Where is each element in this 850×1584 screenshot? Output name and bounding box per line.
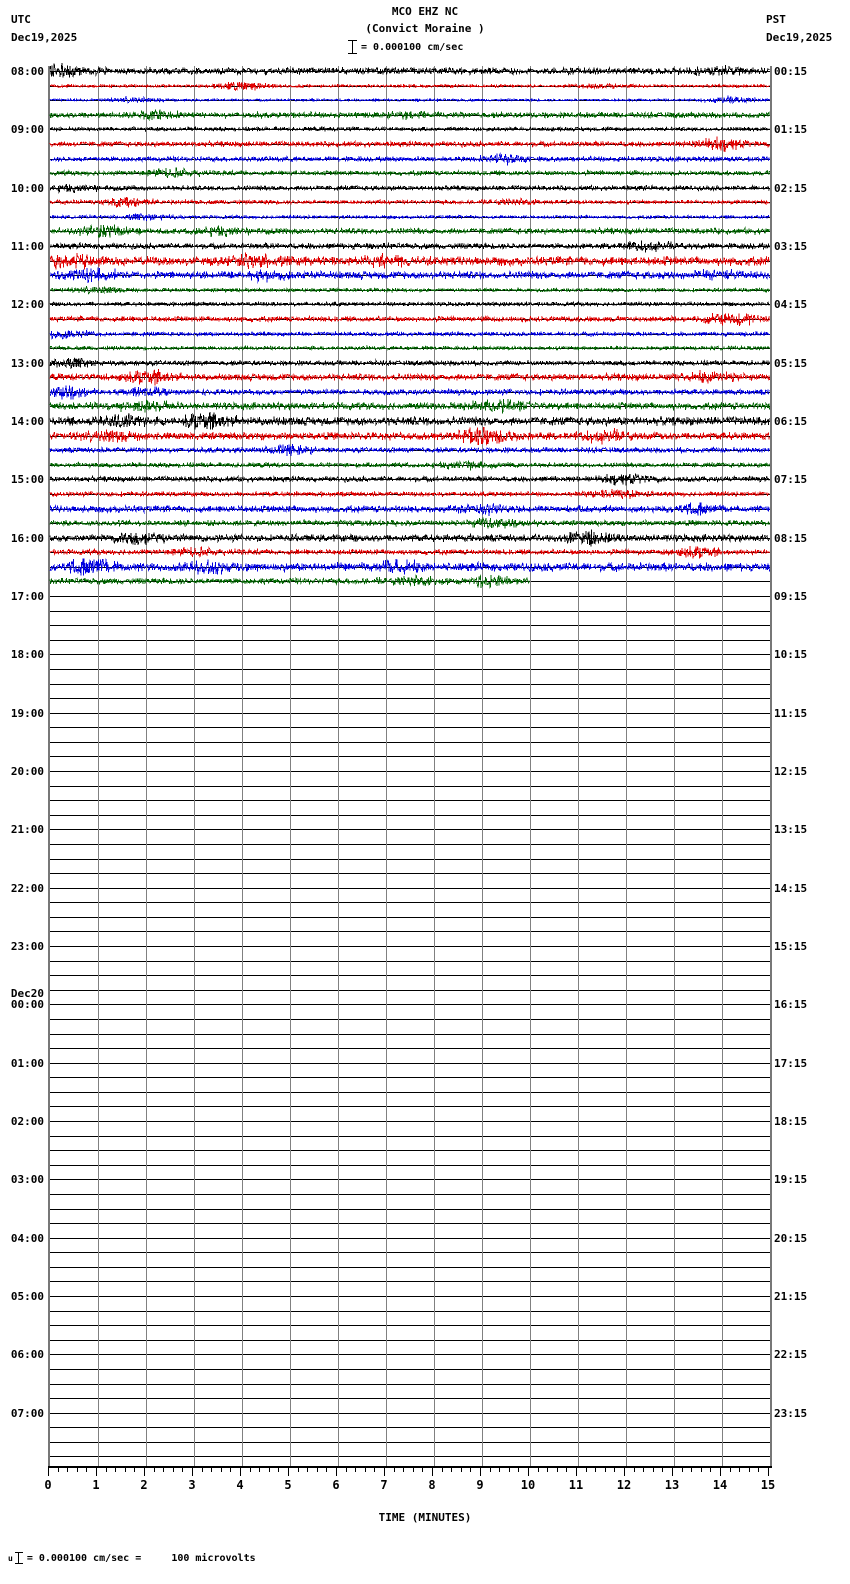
x-axis-minor-tick (634, 1466, 635, 1472)
utc-time-label: 09:00 (10, 123, 44, 136)
x-axis-minor-tick (326, 1466, 327, 1472)
utc-time-label: 01:00 (10, 1057, 44, 1070)
x-axis-tick-label: 2 (140, 1478, 148, 1492)
x-axis-minor-tick (566, 1466, 567, 1472)
x-axis-minor-tick (691, 1466, 692, 1472)
utc-time-label: 06:00 (10, 1348, 44, 1361)
utc-time-label: 22:00 (10, 882, 44, 895)
utc-time-label: 03:00 (10, 1173, 44, 1186)
x-axis-tick-label: 1 (92, 1478, 100, 1492)
x-axis-minor-tick (653, 1466, 654, 1472)
utc-time-label: 05:00 (10, 1290, 44, 1303)
x-axis-minor-tick (230, 1466, 231, 1472)
x-axis-minor-tick (682, 1466, 683, 1472)
pst-time-label: 08:15 (774, 532, 808, 545)
x-axis-major-tick (432, 1466, 433, 1476)
trace-line (50, 575, 530, 588)
x-axis-major-tick (192, 1466, 193, 1476)
x-axis-minor-tick (614, 1466, 615, 1472)
pst-time-label: 10:15 (774, 648, 808, 661)
x-axis-tick-label: 10 (520, 1478, 536, 1492)
x-axis-minor-tick (394, 1466, 395, 1472)
x-axis-minor-tick (662, 1466, 663, 1472)
x-axis-minor-tick (470, 1466, 471, 1472)
pst-time-label: 20:15 (774, 1232, 808, 1245)
pst-time-label: 23:15 (774, 1407, 808, 1420)
pst-time-label: 19:15 (774, 1173, 808, 1186)
x-axis-minor-tick (749, 1466, 750, 1472)
amplitude-scale-icon-footer (15, 1552, 23, 1564)
x-axis-minor-tick (739, 1466, 740, 1472)
x-axis-minor-tick (182, 1466, 183, 1472)
utc-time-label: 02:00 (10, 1115, 44, 1128)
pst-date-label: Dec19,2025 (766, 31, 833, 44)
pst-timezone-label: PST (766, 13, 786, 26)
utc-time-label: 11:00 (10, 240, 44, 253)
x-axis-major-tick (144, 1466, 145, 1476)
utc-time-label: 16:00 (10, 532, 44, 545)
x-axis-tick-label: 3 (188, 1478, 196, 1492)
x-axis-major-tick (768, 1466, 769, 1476)
x-axis-tick-label: 12 (616, 1478, 632, 1492)
x-axis-ticks (48, 1466, 768, 1476)
pst-time-label: 13:15 (774, 823, 808, 836)
x-axis-tick-label: 6 (332, 1478, 340, 1492)
micro-symbol: u (8, 1553, 13, 1563)
x-axis-major-tick (576, 1466, 577, 1476)
x-axis-minor-tick (499, 1466, 500, 1472)
x-axis-major-tick (96, 1466, 97, 1476)
pst-time-label: 21:15 (774, 1290, 808, 1303)
x-axis-minor-tick (730, 1466, 731, 1472)
x-axis-major-tick (720, 1466, 721, 1476)
amplitude-scale-icon (348, 40, 357, 54)
x-axis-major-tick (528, 1466, 529, 1476)
pst-time-label: 14:15 (774, 882, 808, 895)
pst-time-label: 22:15 (774, 1348, 808, 1361)
x-axis-minor-tick (211, 1466, 212, 1472)
x-axis-minor-tick (490, 1466, 491, 1472)
x-axis-minor-tick (557, 1466, 558, 1472)
pst-time-label: 06:15 (774, 415, 808, 428)
x-axis-minor-tick (355, 1466, 356, 1472)
x-axis-major-tick (288, 1466, 289, 1476)
utc-time-label: 17:00 (10, 590, 44, 603)
x-axis-minor-tick (605, 1466, 606, 1472)
pst-time-label: 07:15 (774, 473, 808, 486)
x-axis-minor-tick (67, 1466, 68, 1472)
x-axis-minor-tick (317, 1466, 318, 1472)
x-axis-minor-tick (403, 1466, 404, 1472)
station-title: MCO EHZ NC (391, 5, 459, 18)
x-axis-minor-tick (461, 1466, 462, 1472)
utc-time-label: 21:00 (10, 823, 44, 836)
x-axis-minor-tick (269, 1466, 270, 1472)
utc-time-label: 20:00 (10, 765, 44, 778)
pst-time-label: 05:15 (774, 357, 808, 370)
x-axis-tick-label: 14 (712, 1478, 728, 1492)
scale-bar (348, 39, 463, 55)
x-axis-major-tick (480, 1466, 481, 1476)
x-axis-minor-tick (58, 1466, 59, 1472)
x-axis-minor-tick (595, 1466, 596, 1472)
x-axis-minor-tick (77, 1466, 78, 1472)
x-axis-major-tick (48, 1466, 49, 1476)
x-axis-tick-label: 13 (664, 1478, 680, 1492)
x-axis-minor-tick (134, 1466, 135, 1472)
pst-time-label: 00:15 (774, 65, 808, 78)
x-axis-major-tick (240, 1466, 241, 1476)
x-axis-minor-tick (106, 1466, 107, 1472)
footer-scale-note (8, 1552, 256, 1564)
scale-bar-text: = 0.000100 cm/sec (361, 41, 464, 53)
x-axis-major-tick (384, 1466, 385, 1476)
x-axis-minor-tick (278, 1466, 279, 1472)
utc-time-label: 19:00 (10, 707, 44, 720)
x-axis-minor-tick (538, 1466, 539, 1472)
utc-time-label: 00:00 (10, 998, 44, 1011)
utc-time-label: 23:00 (10, 940, 44, 953)
x-axis-minor-tick (154, 1466, 155, 1472)
pst-time-label: 17:15 (774, 1057, 808, 1070)
x-axis-minor-tick (518, 1466, 519, 1472)
utc-time-label: 07:00 (10, 1407, 44, 1420)
x-axis-minor-tick (163, 1466, 164, 1472)
x-axis-minor-tick (173, 1466, 174, 1472)
utc-time-label: 13:00 (10, 357, 44, 370)
pst-time-label: 15:15 (774, 940, 808, 953)
x-axis-minor-tick (710, 1466, 711, 1472)
x-axis-minor-tick (86, 1466, 87, 1472)
x-axis-tick-label: 8 (428, 1478, 436, 1492)
x-axis-minor-tick (643, 1466, 644, 1472)
pst-time-label: 09:15 (774, 590, 808, 603)
station-subtitle: (Convict Moraine ) (365, 22, 485, 35)
x-axis-minor-tick (125, 1466, 126, 1472)
pst-time-label: 03:15 (774, 240, 808, 253)
x-axis-major-tick (336, 1466, 337, 1476)
utc-time-label: 04:00 (10, 1232, 44, 1245)
x-axis-minor-tick (298, 1466, 299, 1472)
x-axis-minor-tick (346, 1466, 347, 1472)
x-axis-minor-tick (509, 1466, 510, 1472)
x-axis-tick-label: 4 (236, 1478, 244, 1492)
utc-date-label: Dec19,2025 (11, 31, 78, 44)
x-axis-tick-label: 9 (476, 1478, 484, 1492)
x-axis-minor-tick (586, 1466, 587, 1472)
utc-timezone-label: UTC (11, 13, 31, 26)
x-axis-tick-label: 0 (44, 1478, 52, 1492)
pst-time-label: 12:15 (774, 765, 808, 778)
x-axis-minor-tick (374, 1466, 375, 1472)
x-axis-title: TIME (MINUTES) (378, 1511, 472, 1524)
pst-time-label: 18:15 (774, 1115, 808, 1128)
utc-time-label: 10:00 (10, 182, 44, 195)
x-axis-minor-tick (451, 1466, 452, 1472)
pst-time-label: 04:15 (774, 298, 808, 311)
utc-time-label: 12:00 (10, 298, 44, 311)
x-axis-minor-tick (701, 1466, 702, 1472)
x-axis-minor-tick (547, 1466, 548, 1472)
utc-time-label: 18:00 (10, 648, 44, 661)
utc-time-label: 14:00 (10, 415, 44, 428)
x-axis-major-tick (672, 1466, 673, 1476)
x-axis-tick-label: 5 (284, 1478, 292, 1492)
pst-time-label: 11:15 (774, 707, 808, 720)
x-axis-minor-tick (758, 1466, 759, 1472)
x-axis-minor-tick (259, 1466, 260, 1472)
seismic-traces (50, 66, 770, 1466)
utc-time-label: Dec20 (10, 987, 44, 1000)
pst-time-label: 01:15 (774, 123, 808, 136)
trace-row (50, 66, 770, 1466)
x-axis-minor-tick (365, 1466, 366, 1472)
x-axis-minor-tick (307, 1466, 308, 1472)
pst-time-label: 16:15 (774, 998, 808, 1011)
x-axis-minor-tick (442, 1466, 443, 1472)
utc-time-label: 15:00 (10, 473, 44, 486)
helicorder-plot[interactable] (48, 66, 772, 1466)
x-axis-tick-label: 7 (380, 1478, 388, 1492)
footer-text: = 0.000100 cm/sec = 100 microvolts (26, 1552, 256, 1564)
x-axis-minor-tick (115, 1466, 116, 1472)
pst-time-label: 02:15 (774, 182, 808, 195)
x-axis-minor-tick (250, 1466, 251, 1472)
x-axis-tick-label: 15 (760, 1478, 776, 1492)
x-axis-minor-tick (422, 1466, 423, 1472)
x-axis-minor-tick (413, 1466, 414, 1472)
utc-time-label: 08:00 (10, 65, 44, 78)
x-axis-minor-tick (202, 1466, 203, 1472)
x-axis-major-tick (624, 1466, 625, 1476)
x-axis-minor-tick (221, 1466, 222, 1472)
x-axis-tick-label: 11 (568, 1478, 584, 1492)
